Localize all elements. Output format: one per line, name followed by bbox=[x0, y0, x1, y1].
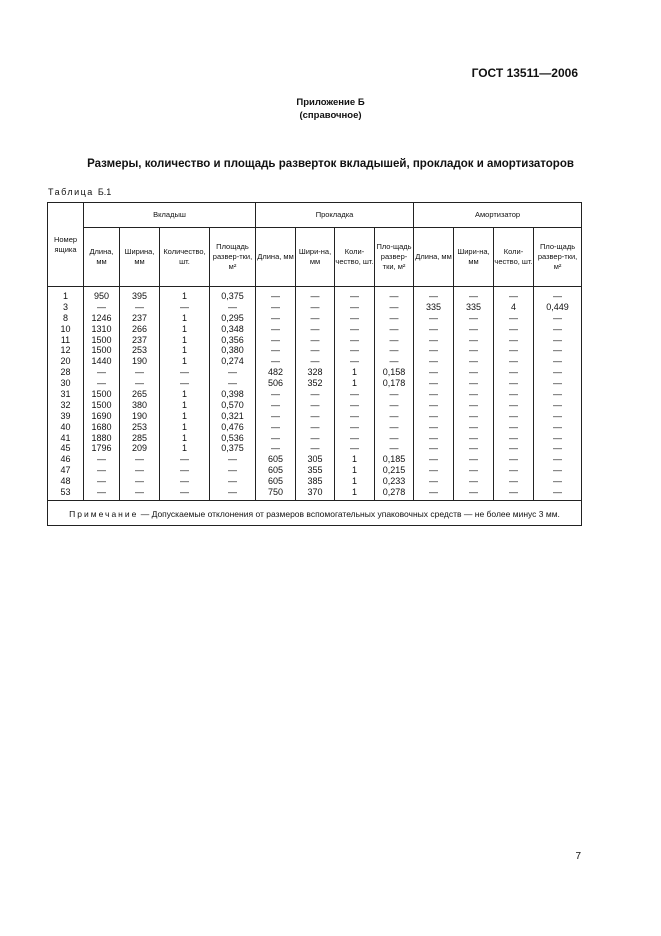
table-cell: — bbox=[180, 465, 189, 476]
table-cell: 1796 bbox=[91, 443, 112, 454]
table-cell: 1 bbox=[352, 476, 358, 487]
table-cell: — bbox=[135, 454, 144, 465]
table-cell: — bbox=[228, 476, 237, 487]
table-cell: — bbox=[350, 399, 360, 410]
table-cell: — bbox=[553, 367, 563, 378]
table-cell: — bbox=[509, 378, 519, 389]
table-cell: 1500 bbox=[91, 389, 112, 400]
table-cell: 0,476 bbox=[221, 421, 244, 432]
table-cell: — bbox=[509, 312, 519, 323]
table-cell: 1500 bbox=[91, 345, 112, 356]
table-cell: 1690 bbox=[91, 410, 112, 421]
section-heading: Размеры, количество и площадь разверток вкладышей, прокладок и амортизаторов bbox=[87, 158, 574, 170]
table-note bbox=[48, 500, 582, 525]
header-pad-width: Шири-на, мм bbox=[296, 228, 335, 287]
table-cell: — bbox=[553, 356, 563, 367]
table-cell: — bbox=[310, 399, 320, 410]
table-cell: — bbox=[469, 312, 479, 323]
table-cell: — bbox=[553, 378, 563, 389]
table-cell: 237 bbox=[131, 312, 148, 323]
table-cell: — bbox=[350, 410, 360, 421]
table-cell: — bbox=[271, 345, 281, 356]
table-cell: 32 bbox=[60, 399, 71, 410]
table-cell: 31 bbox=[60, 389, 71, 400]
table-cell: — bbox=[429, 378, 439, 389]
table-cell: 1 bbox=[352, 487, 358, 498]
table-caption-number: Б.1 bbox=[97, 187, 112, 197]
table-cell: — bbox=[350, 291, 360, 301]
table-body-row bbox=[48, 287, 582, 501]
table-cell: — bbox=[429, 291, 439, 301]
table-cell: — bbox=[509, 465, 519, 476]
table-cell: — bbox=[389, 389, 399, 400]
table-cell: — bbox=[389, 345, 399, 356]
table-cell: 12 bbox=[60, 345, 71, 356]
table-cell: — bbox=[469, 334, 479, 345]
table-cell: 1 bbox=[352, 367, 358, 378]
table-cell: 352 bbox=[307, 378, 323, 389]
table-cell: — bbox=[429, 421, 439, 432]
table-cell: — bbox=[310, 312, 320, 323]
table-cell: 253 bbox=[131, 421, 148, 432]
table-cell: — bbox=[389, 399, 399, 410]
table-cell: 370 bbox=[307, 487, 323, 498]
table-cell: — bbox=[509, 291, 519, 301]
column-insert-width bbox=[120, 287, 160, 501]
table-cell: 0,570 bbox=[221, 399, 244, 410]
table-cell: — bbox=[271, 356, 281, 367]
table-cell: 0,233 bbox=[382, 476, 406, 487]
header-shock-quantity: Коли-чество, шт. bbox=[494, 228, 534, 287]
table-cell: 0,158 bbox=[382, 367, 406, 378]
table-cell: — bbox=[553, 345, 563, 356]
table-cell: — bbox=[180, 476, 189, 487]
table-cell: 506 bbox=[268, 378, 284, 389]
table-cell: 30 bbox=[60, 378, 71, 389]
table-caption bbox=[48, 187, 111, 197]
table-cell: 1 bbox=[181, 432, 187, 443]
table-cell: — bbox=[389, 323, 399, 334]
table-cell: — bbox=[350, 301, 360, 312]
table-cell: 1 bbox=[181, 345, 187, 356]
note-text: — Допускаемые отклонения от размеров вспомогательных упаковочных средств — не более минус 3 мм. bbox=[140, 508, 560, 519]
table-cell: — bbox=[469, 367, 479, 378]
column-shock-width bbox=[454, 287, 494, 501]
table-cell: — bbox=[271, 291, 281, 301]
table-cell: — bbox=[180, 454, 189, 465]
table-cell: — bbox=[135, 487, 144, 498]
table-cell: — bbox=[553, 389, 563, 400]
table-cell: — bbox=[228, 367, 237, 378]
annex-title: Приложение Б bbox=[296, 97, 365, 108]
table-cell: — bbox=[509, 356, 519, 367]
table-cell: — bbox=[509, 443, 519, 454]
table-cell: — bbox=[310, 323, 320, 334]
table-cell: 1 bbox=[181, 421, 187, 432]
table-cell: — bbox=[135, 378, 144, 389]
page-number: 7 bbox=[575, 851, 581, 862]
header-pad-length: Длина, мм bbox=[256, 228, 296, 287]
table-cell: — bbox=[310, 334, 320, 345]
table-cell: — bbox=[310, 421, 320, 432]
table-cell: — bbox=[429, 399, 439, 410]
table-cell: — bbox=[469, 378, 479, 389]
table-cell: 355 bbox=[307, 465, 323, 476]
table-cell: — bbox=[553, 443, 563, 454]
table-cell: — bbox=[97, 476, 106, 487]
table-cell: — bbox=[97, 301, 106, 312]
table-cell: 1500 bbox=[91, 399, 112, 410]
table-cell: — bbox=[135, 465, 144, 476]
column-insert-quantity bbox=[160, 287, 210, 501]
table-cell: — bbox=[429, 334, 439, 345]
table-cell: — bbox=[389, 421, 399, 432]
table-cell: — bbox=[271, 323, 281, 334]
table-cell: 266 bbox=[131, 323, 148, 334]
table-cell: — bbox=[389, 443, 399, 454]
table-cell: — bbox=[429, 312, 439, 323]
table-cell: — bbox=[310, 301, 320, 312]
table-cell: — bbox=[553, 312, 563, 323]
table-cell: — bbox=[553, 291, 563, 301]
column-shock-length bbox=[414, 287, 454, 501]
table-cell: 8 bbox=[62, 312, 68, 323]
header-insert-length: Длина, мм bbox=[84, 228, 120, 287]
table-cell: — bbox=[469, 291, 479, 301]
table-cell: 385 bbox=[307, 476, 323, 487]
table-cell: — bbox=[429, 323, 439, 334]
table-cell: — bbox=[135, 367, 144, 378]
header-shock-area: Пло-щадь развер-тки, м² bbox=[534, 228, 582, 287]
table-cell: 1 bbox=[181, 399, 187, 410]
table-cell: — bbox=[271, 410, 281, 421]
table-cell: 285 bbox=[131, 432, 148, 443]
table-cell: 335 bbox=[426, 301, 442, 312]
table-cell: 265 bbox=[131, 389, 148, 400]
table-cell: 53 bbox=[60, 487, 71, 498]
table-cell: 209 bbox=[131, 443, 148, 454]
table-cell: — bbox=[97, 378, 106, 389]
table-cell: — bbox=[389, 410, 399, 421]
table-cell: — bbox=[429, 345, 439, 356]
table-cell: 28 bbox=[60, 367, 71, 378]
table-cell: — bbox=[271, 421, 281, 432]
table-cell: — bbox=[553, 454, 563, 465]
table-cell: — bbox=[271, 389, 281, 400]
table-cell: — bbox=[429, 476, 439, 487]
table-cell: — bbox=[429, 389, 439, 400]
table-cell: 39 bbox=[60, 410, 71, 421]
table-cell: — bbox=[97, 367, 106, 378]
table-cell: — bbox=[180, 301, 189, 312]
column-pad-area bbox=[375, 287, 414, 501]
table-cell: — bbox=[509, 345, 519, 356]
table-cell: — bbox=[553, 323, 563, 334]
table-cell: 1 bbox=[181, 291, 187, 301]
column-pad-length bbox=[256, 287, 296, 501]
table-cell: — bbox=[350, 443, 360, 454]
table-cell: 20 bbox=[60, 356, 71, 367]
table-cell: — bbox=[389, 301, 399, 312]
table-cell: — bbox=[350, 312, 360, 323]
table-cell: — bbox=[310, 432, 320, 443]
table-cell: — bbox=[389, 334, 399, 345]
table-cell: — bbox=[509, 334, 519, 345]
table-cell: — bbox=[469, 389, 479, 400]
table-cell: 0,375 bbox=[221, 291, 244, 301]
table-cell: 3 bbox=[62, 301, 68, 312]
table-cell: 4 bbox=[511, 301, 517, 312]
table-cell: 1 bbox=[181, 356, 187, 367]
table-cell: 605 bbox=[268, 476, 284, 487]
table-cell: — bbox=[429, 443, 439, 454]
table-cell: 0,449 bbox=[546, 301, 569, 312]
table-cell: 1 bbox=[352, 454, 358, 465]
table-cell: 328 bbox=[307, 367, 323, 378]
table-cell: — bbox=[350, 432, 360, 443]
header-shock-length: Длина, мм bbox=[414, 228, 454, 287]
table-cell: 237 bbox=[131, 334, 148, 345]
table-cell: 335 bbox=[466, 301, 482, 312]
table-cell: — bbox=[97, 487, 106, 498]
table-cell: — bbox=[469, 421, 479, 432]
header-group-insert: Вкладыш bbox=[84, 203, 256, 228]
table-cell: — bbox=[429, 367, 439, 378]
table-cell: 305 bbox=[307, 454, 323, 465]
table-cell: 1 bbox=[181, 410, 187, 421]
table-cell: 40 bbox=[60, 421, 71, 432]
table-cell: 1 bbox=[181, 389, 187, 400]
table-cell: — bbox=[509, 487, 519, 498]
table-cell: — bbox=[469, 410, 479, 421]
column-shock-area bbox=[534, 287, 582, 501]
table-cell: — bbox=[469, 465, 479, 476]
table-cell: — bbox=[469, 487, 479, 498]
table-cell: — bbox=[469, 443, 479, 454]
table-cell: — bbox=[271, 334, 281, 345]
data-table bbox=[47, 202, 582, 526]
table-cell: — bbox=[228, 378, 237, 389]
table-cell: 190 bbox=[131, 356, 148, 367]
table-cell: 45 bbox=[60, 443, 71, 454]
header-insert-area: Площадь развер-тки, м² bbox=[210, 228, 256, 287]
table-cell: — bbox=[228, 301, 237, 312]
table-cell: 41 bbox=[60, 432, 71, 443]
table-cell: — bbox=[553, 410, 563, 421]
header-shock-width: Шири-на, мм bbox=[454, 228, 494, 287]
table-cell: — bbox=[310, 356, 320, 367]
header-group-pad: Прокладка bbox=[256, 203, 414, 228]
column-insert-area bbox=[210, 287, 256, 501]
table-cell: — bbox=[389, 291, 399, 301]
column-pad-quantity bbox=[335, 287, 375, 501]
table-cell: — bbox=[469, 432, 479, 443]
table-cell: 0,185 bbox=[382, 454, 406, 465]
table-cell: — bbox=[97, 465, 106, 476]
table-cell: 1 bbox=[352, 378, 358, 389]
annex-subtitle: (справочное) bbox=[299, 110, 362, 121]
table-cell: 0,321 bbox=[221, 410, 244, 421]
table-cell: 482 bbox=[268, 367, 284, 378]
table-cell: — bbox=[350, 389, 360, 400]
table-cell: — bbox=[350, 323, 360, 334]
table-cell: 253 bbox=[131, 345, 148, 356]
table-cell: — bbox=[271, 301, 281, 312]
table-cell: — bbox=[429, 410, 439, 421]
table-cell: 0,398 bbox=[221, 389, 244, 400]
table-cell: 0,356 bbox=[221, 334, 244, 345]
table-cell: — bbox=[553, 465, 563, 476]
column-pad-width bbox=[296, 287, 335, 501]
table-cell: 1440 bbox=[91, 356, 112, 367]
table-cell: 605 bbox=[268, 454, 284, 465]
table-cell: 950 bbox=[93, 291, 110, 301]
table-cell: 1 bbox=[181, 323, 187, 334]
table-cell: 0,348 bbox=[221, 323, 244, 334]
table-cell: — bbox=[350, 334, 360, 345]
table-cell: — bbox=[509, 421, 519, 432]
header-group-shock: Амортизатор bbox=[414, 203, 582, 228]
column-insert-length bbox=[84, 287, 120, 501]
table-cell: — bbox=[509, 410, 519, 421]
table-cell: — bbox=[469, 399, 479, 410]
table-cell: 1 bbox=[181, 443, 187, 454]
header-pad-quantity: Коли-чество, шт. bbox=[335, 228, 375, 287]
table-cell: — bbox=[135, 476, 144, 487]
table-cell: 1880 bbox=[91, 432, 112, 443]
header-insert-quantity: Количество, шт. bbox=[160, 228, 210, 287]
table-cell: 1 bbox=[181, 312, 187, 323]
table-cell: — bbox=[228, 465, 237, 476]
table-cell: — bbox=[180, 378, 189, 389]
table-cell: — bbox=[553, 432, 563, 443]
table-cell: 190 bbox=[131, 410, 148, 421]
table-cell: — bbox=[469, 356, 479, 367]
table-cell: 1 bbox=[62, 291, 68, 301]
table-cell: 0,295 bbox=[221, 312, 244, 323]
table-cell: — bbox=[350, 356, 360, 367]
table-cell: 0,536 bbox=[221, 432, 244, 443]
table-cell: — bbox=[310, 389, 320, 400]
table-cell: — bbox=[271, 399, 281, 410]
table-cell: — bbox=[180, 367, 189, 378]
table-cell: — bbox=[553, 334, 563, 345]
table-cell: — bbox=[509, 399, 519, 410]
table-cell: — bbox=[310, 345, 320, 356]
table-cell: 0,215 bbox=[382, 465, 406, 476]
column-box-number bbox=[48, 287, 84, 501]
table-cell: — bbox=[509, 454, 519, 465]
header-box-number: Номер ящика bbox=[48, 203, 84, 287]
table-cell: — bbox=[509, 367, 519, 378]
table-cell: 48 bbox=[60, 476, 71, 487]
table-cell: 1500 bbox=[91, 334, 112, 345]
table-cell: — bbox=[271, 432, 281, 443]
table-cell: — bbox=[135, 301, 144, 312]
table-cell: — bbox=[553, 487, 563, 498]
table-cell: 0,178 bbox=[382, 378, 406, 389]
table-cell: — bbox=[429, 487, 439, 498]
table-cell: — bbox=[429, 465, 439, 476]
table-cell: 0,380 bbox=[221, 345, 244, 356]
table-cell: — bbox=[429, 432, 439, 443]
table-cell: — bbox=[469, 323, 479, 334]
table-cell: 0,375 bbox=[221, 443, 244, 454]
table-cell: — bbox=[469, 476, 479, 487]
table-cell: — bbox=[228, 487, 237, 498]
table-cell: 1680 bbox=[91, 421, 112, 432]
table-cell: — bbox=[389, 312, 399, 323]
table-cell: 395 bbox=[131, 291, 148, 301]
table-cell: 605 bbox=[268, 465, 284, 476]
table-cell: — bbox=[509, 389, 519, 400]
table-cell: 380 bbox=[131, 399, 148, 410]
table-cell: — bbox=[469, 345, 479, 356]
table-cell: — bbox=[553, 421, 563, 432]
table-cell: 1 bbox=[352, 465, 358, 476]
table-cell: — bbox=[271, 312, 281, 323]
table-cell: — bbox=[389, 356, 399, 367]
table-cell: — bbox=[97, 454, 106, 465]
table-cell: — bbox=[350, 345, 360, 356]
table-cell: 0,278 bbox=[382, 487, 406, 498]
table-cell: — bbox=[553, 399, 563, 410]
table-cell: — bbox=[180, 487, 189, 498]
standard-number: ГОСТ 13511—2006 bbox=[471, 66, 578, 80]
table-cell: — bbox=[469, 454, 479, 465]
table-cell: — bbox=[509, 432, 519, 443]
table-cell: 47 bbox=[60, 465, 71, 476]
table-cell: — bbox=[350, 421, 360, 432]
table-cell: — bbox=[509, 476, 519, 487]
table-caption-prefix: Таблица bbox=[48, 187, 94, 197]
table-cell: — bbox=[310, 443, 320, 454]
table-cell: — bbox=[429, 356, 439, 367]
table-cell: 46 bbox=[60, 454, 71, 465]
table-cell: 750 bbox=[268, 487, 284, 498]
table-cell: — bbox=[271, 443, 281, 454]
table-cell: 10 bbox=[60, 323, 71, 334]
note-label: Примечание bbox=[69, 508, 139, 519]
table-cell: — bbox=[389, 432, 399, 443]
table-cell: — bbox=[509, 323, 519, 334]
table-cell: — bbox=[429, 454, 439, 465]
table-cell: — bbox=[310, 410, 320, 421]
table-cell: — bbox=[310, 291, 320, 301]
table-cell: 1246 bbox=[91, 312, 112, 323]
table-cell: 11 bbox=[60, 334, 71, 345]
header-insert-width: Ширина, мм bbox=[120, 228, 160, 287]
table-cell: 1 bbox=[181, 334, 187, 345]
header-pad-area: Пло-щадь развер-тки, м² bbox=[375, 228, 414, 287]
table-cell: 1310 bbox=[91, 323, 112, 334]
table-cell: — bbox=[228, 454, 237, 465]
table-cell: 0,274 bbox=[221, 356, 244, 367]
table-cell: — bbox=[553, 476, 563, 487]
column-shock-quantity bbox=[494, 287, 534, 501]
